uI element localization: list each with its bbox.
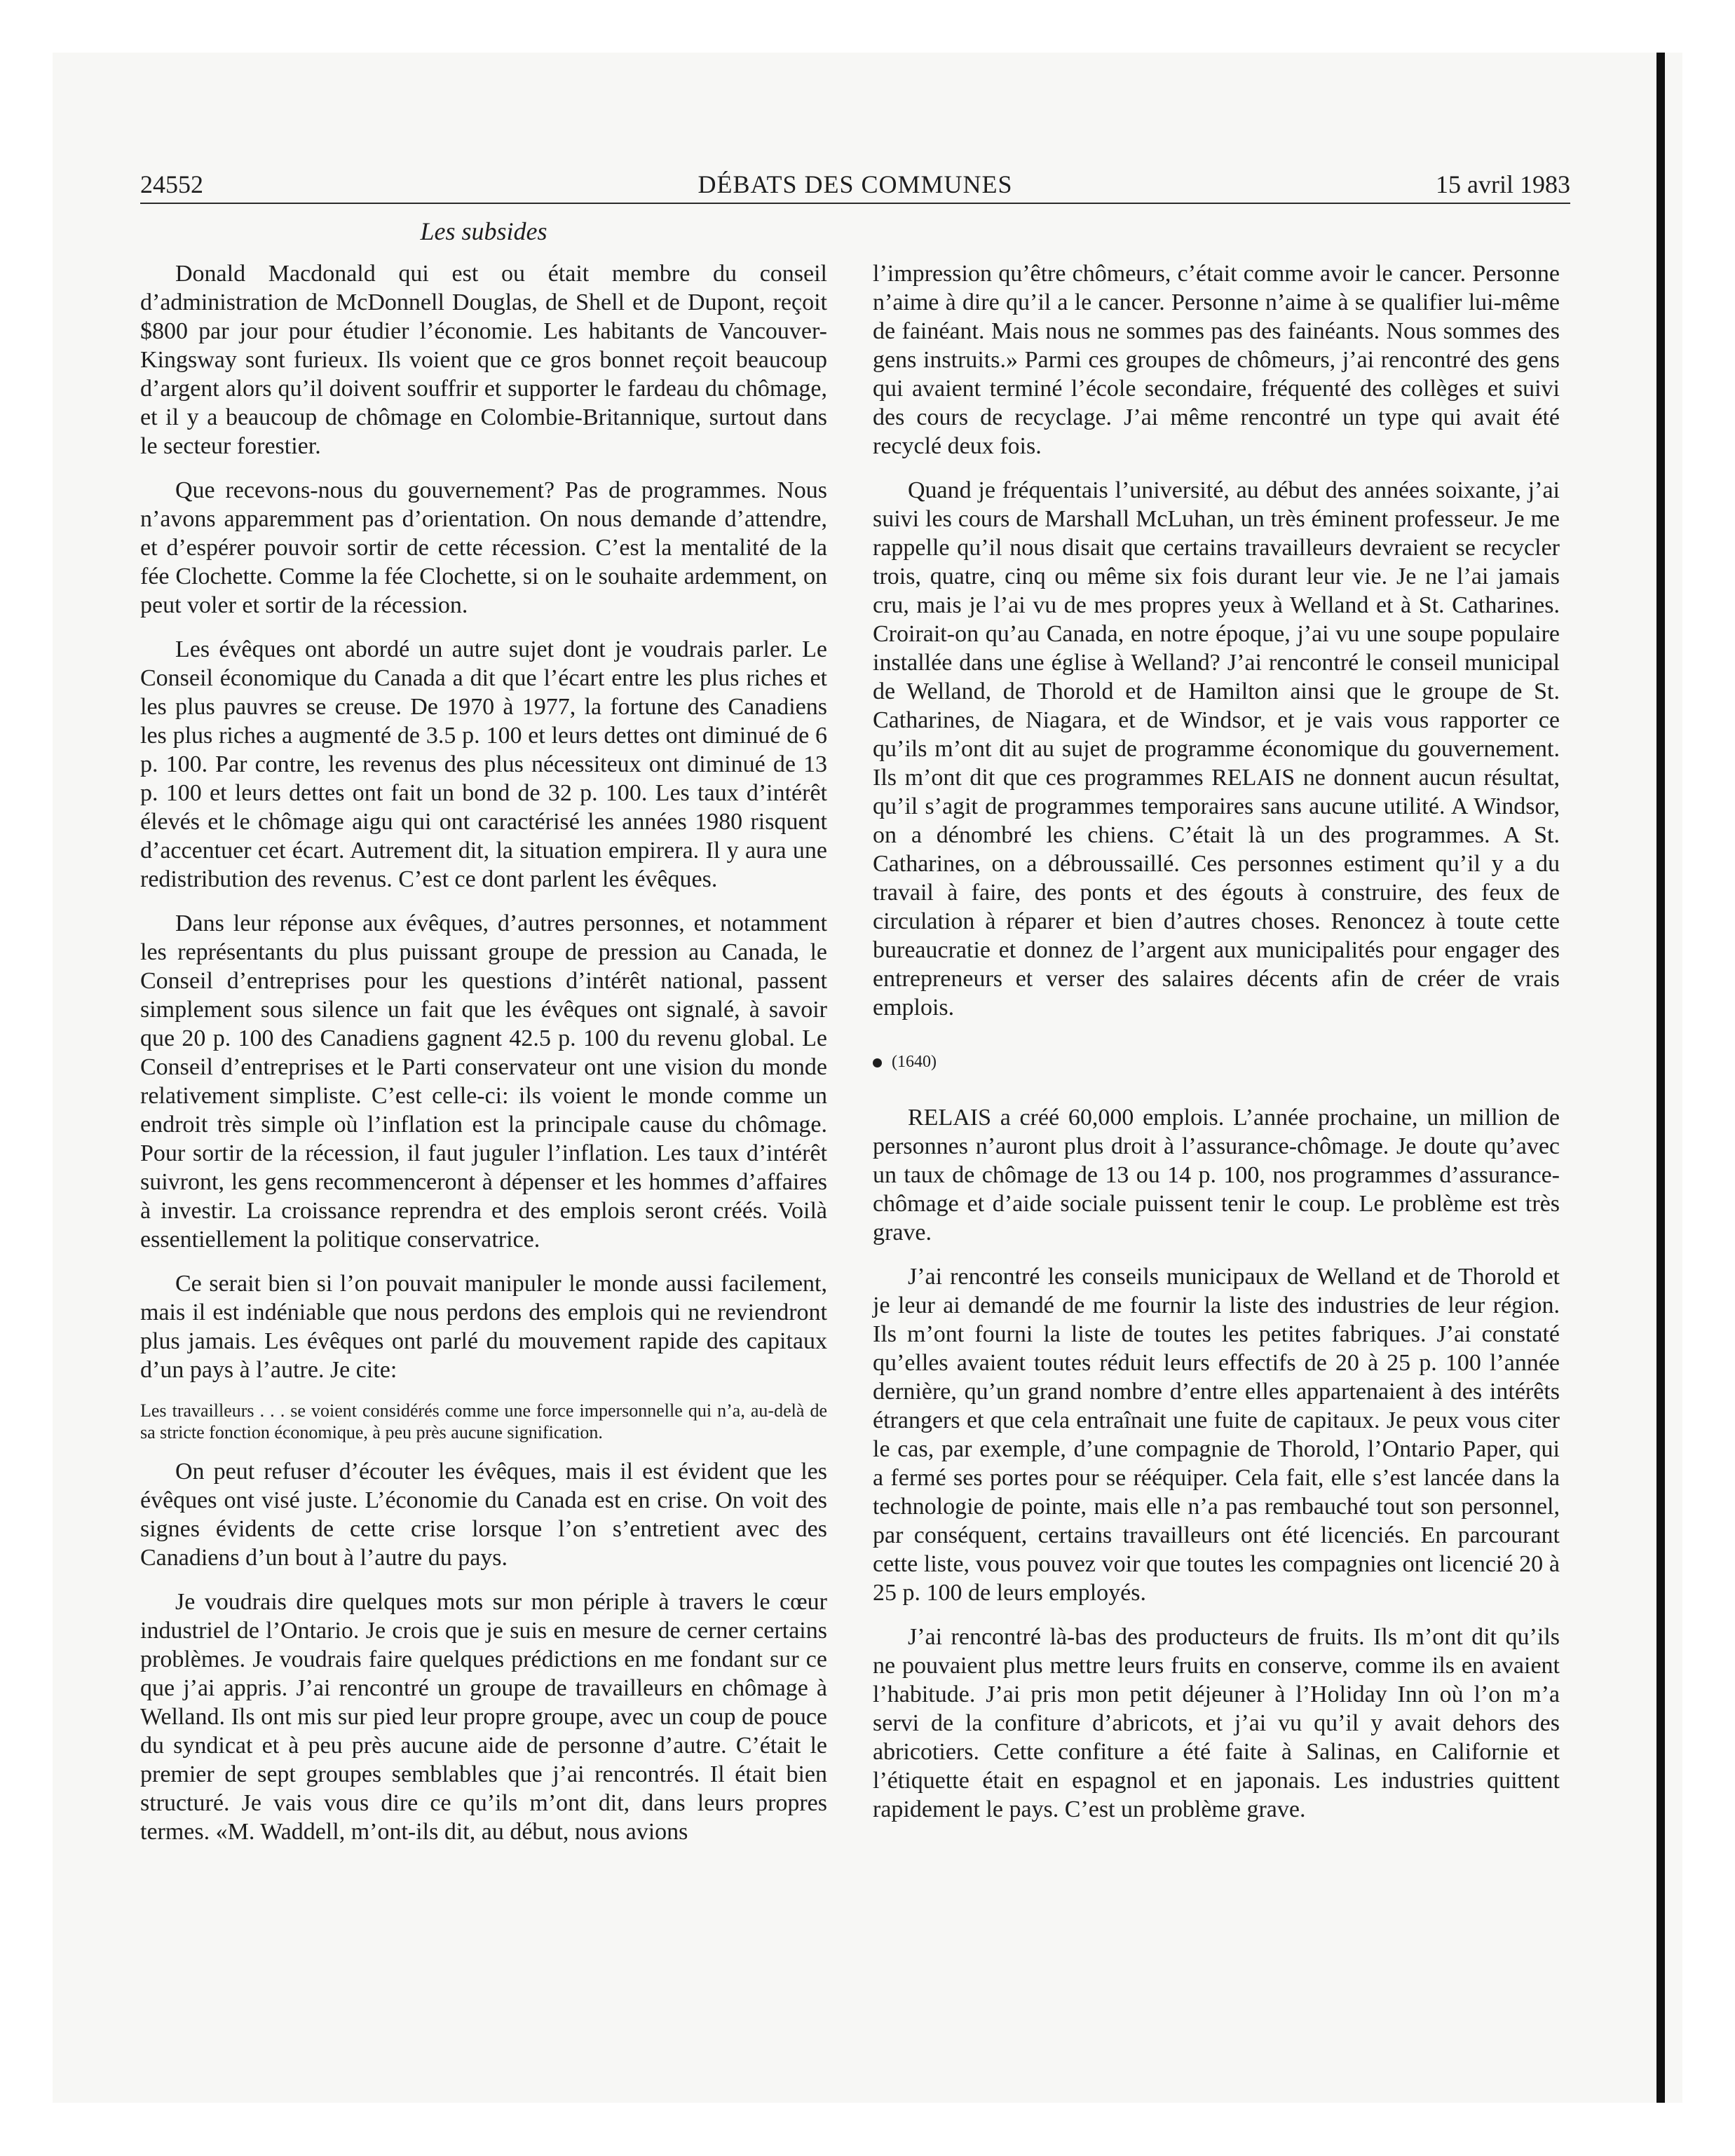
publication-title: DÉBATS DES COMMUNES [698,170,1013,198]
paragraph: RELAIS a créé 60,000 emplois. L’année prochaine, un million de personnes n’auront plus droit à l’assurance-chômage. Je doute qu’avec un taux de chômage de 13 ou 14 p. 100, nos programmes d’assurance-chômage et d’aide sociale puissent tenir le coup. Le problème est très grave. [873,1105,1560,1246]
paragraph: Donald Macdonald qui est ou était membre du conseil d’administration de McDonnell Douglas, de Shell et de Dupont, reçoit $800 par jour pour étudier l’économie. Les habitants de Vancouver-Kingsway sont furieux. Ils voient que ce gros bonnet reçoit beaucoup d’argent alors qu’il doivent souffrir et supporter le fardeau du chômage, et il y a beaucoup de chômage en Colombie-Britannique, surtout dans le secteur forestier. [140,261,827,459]
page-number: 24552 [140,170,203,198]
paragraph: On peut refuser d’écouter les évêques, mais il est évident que les évêques ont visé juste. L’économie du Canada est en crise. On voit des signes évidents de cette crise lorsque l’on s’entretient avec des Canadiens d’un bout à l’autre du pays. [140,1459,827,1571]
paragraph: Les évêques ont abordé un autre sujet dont je voudrais parler. Le Conseil économique du Canada a dit que l’écart entre les plus riches et les plus pauvres se creuse. De 1970 à 1977, la fortune des Canadiens les plus riches a augmenté de 3.5 p. 100 et leurs dettes ont diminué de 6 p. 100. Par contre, les revenus des plus nécessiteux ont diminué de 13 p. 100 et leurs dettes ont fait un bond de 32 p. 100. Les taux d’intérêt élevés et le chômage aigu qui ont caractérisé les années 1980 risquent d’accentuer cet écart. Autrement dit, la situation empirera. Il y aura une redistribution des revenus. C’est ce dont parlent les évêques. [140,636,827,892]
paragraph: Quand je fréquentais l’université, au début des années soixante, j’ai suivi les cours de Marshall McLuhan, un très éminent professeur. Je me rappelle qu’il nous disait que certains travailleurs devraient se recycler trois, quatre, cinq ou même six fois durant leur vie. Je ne l’ai jamais cru, mais je l’ai vu de mes propres yeux à Welland et à St. Catharines. Croirait-on qu’au Canada, en notre époque, j’ai vu une soupe populaire installée dans une église à Welland? J’ai rencontré le conseil municipal de Welland, de Thorold et de Hamilton ainsi que le groupe de St. Catharines, de Niagara, et de Windsor, et je vais vous rapporter ce qu’ils m’ont dit au sujet de programme économique du gouvernement. Ils m’ont dit que ces programmes RELAIS ne donnent aucun résultat, qu’il s’agit de programmes temporaires sans aucune utilité. A Windsor, on a dénombré les chiens. C’était là un des programmes. A St. Catharines, on a débroussaillé. Ces personnes estiment qu’il y a du travail à faire, des ponts et des égouts à construire, des feux de circulation à réparer et bien d’autres choses. Renoncez à toute cette bureaucratie et donnez de l’argent aux municipalités pour engager des entrepreneurs et verser des salaires décents afin de créer de vrais emplois. [873,477,1560,1021]
block-quote: Les travailleurs . . . se voient considérés comme une force impersonnelle qui n’a, au-delà de sa stricte fonction économique, à peu près aucune signification. [140,1400,827,1442]
section-title: Les subsides [420,217,547,245]
paragraph: Dans leur réponse aux évêques, d’autres personnes, et notamment les représentants du plus puissant groupe de pression au Canada, le Conseil d’entreprises pour les questions d’intérêt national, passent simplement sous silence un fait que les évêques ont signalé, à savoir que 20 p. 100 des Canadiens gagnent 42.5 p. 100 du revenu global. Le Conseil d’entreprises et le Parti conservateur ont une vision du monde relativement simpliste. C’est celle-ci: ils voient le monde comme un endroit très simple où l’inflation est la principale cause du chômage. Pour sortir de la récession, il faut juguler l’inflation. Les taux d’intérêt suivront, les gens recommenceront à dépenser et les hommes d’affaires à investir. La croissance reprendra et des emplois seront créés. Voilà essentiellement la politique conservatrice. [140,910,827,1253]
page-header [140,168,1570,200]
paragraph: J’ai rencontré là-bas des producteurs de fruits. Ils m’ont dit qu’ils ne pouvaient plus mettre leurs fruits en conserve, comme ils en avaient l’habitude. J’ai pris mon petit déjeuner à l’Holiday Inn où l’on m’a servi de la confiture d’abricots, et j’ai vu qu’il y avait dehors des abricotiers. Cette confiture a été faite à Salinas, en Californie et l’étiquette était en espagnol et en japonais. Les industries quittent rapidement le pays. C’est un problème grave. [873,1624,1560,1822]
paragraph: Que recevons-nous du gouvernement? Pas de programmes. Nous n’avons apparemment pas d’orientation. On nous demande d’attendre, et d’espérer pouvoir sortir de cette récession. C’est la mentalité de la fée Clochette. Comme la fée Clochette, si on le souhaite ardemment, on peut voler et sortir de la récession. [140,477,827,618]
header-rule [140,203,1570,204]
publication-date: 15 avril 1983 [1436,170,1570,198]
bullet-dot-icon [873,1058,882,1067]
paragraph: Je voudrais dire quelques mots sur mon périple à travers le cœur industriel de l’Ontario. Je crois que je suis en mesure de cerner certains problèmes. Je voudrais faire quelques prédictions en me fondant sur ce que j’ai appris. J’ai rencontré un groupe de travailleurs en chômage à Welland. Ils ont mis sur pied leur propre groupe, avec un coup de pouce du syndicat et à peu près aucune aide de personne d’autre. C’était le premier de sept groupes semblables que j’ai rencontrés. Il était bien structuré. Je vais vous dire ce qu’ils m’ont dit, dans leurs propres termes. «M. Waddell, m’ont-ils dit, au début, nous avions [140,1589,827,1845]
paragraph-continued: l’impression qu’être chômeurs, c’était comme avoir le cancer. Personne n’aime à dire qu’il a le cancer. Personne n’aime à se qualifier lui-même de fainéant. Mais nous ne sommes pas des fainéants. Nous sommes des gens instruits.» Parmi ces groupes de chômeurs, j’ai rencontré des gens qui avaient terminé l’école secondaire, fréquenté des collèges et suivi des cours de recyclage. J’ai même rencontré un type qui avait été recyclé deux fois. [873,261,1560,459]
paragraph: J’ai rencontré les conseils municipaux de Welland et de Thorold et je leur ai demandé de me fournir la liste des industries de leur région. Ils m’ont fourni la liste de toutes les petites fabriques. J’ai constaté qu’elles avaient toutes réduit leurs effectifs de 20 à 25 p. 100 l’année dernière, qu’un grand nombre d’entre elles appartenaient à des intérêts étrangers et que cela entraînait une fuite de capitaux. Je peux vous citer le cas, par exemple, d’une compagnie de Thorold, l’Ontario Paper, qui a fermé ses portes pour se rééquiper. Cela fait, elle s’est lancée dans la technologie de pointe, mais elle n’a pas rembauché tout son personnel, par conséquent, certains travailleurs ont été licenciés. En parcourant cette liste, vous pouvez voir que toutes les compagnies ont licencié 20 à 25 p. 100 de leurs employés. [873,1264,1560,1606]
scan-edge-bar [1656,53,1665,2103]
paragraph: Ce serait bien si l’on pouvait manipuler le monde aussi facilement, mais il est indéniable que nous perdons des emplois qui ne reviendront plus jamais. Les évêques ont parlé du mouvement rapide des capitaux d’un pays à l’autre. Je cite: [140,1271,827,1383]
right-column [873,259,1560,1839]
time-marker [873,1051,1560,1072]
time-marker-label: (1640) [892,1053,937,1071]
left-column [140,259,827,1862]
